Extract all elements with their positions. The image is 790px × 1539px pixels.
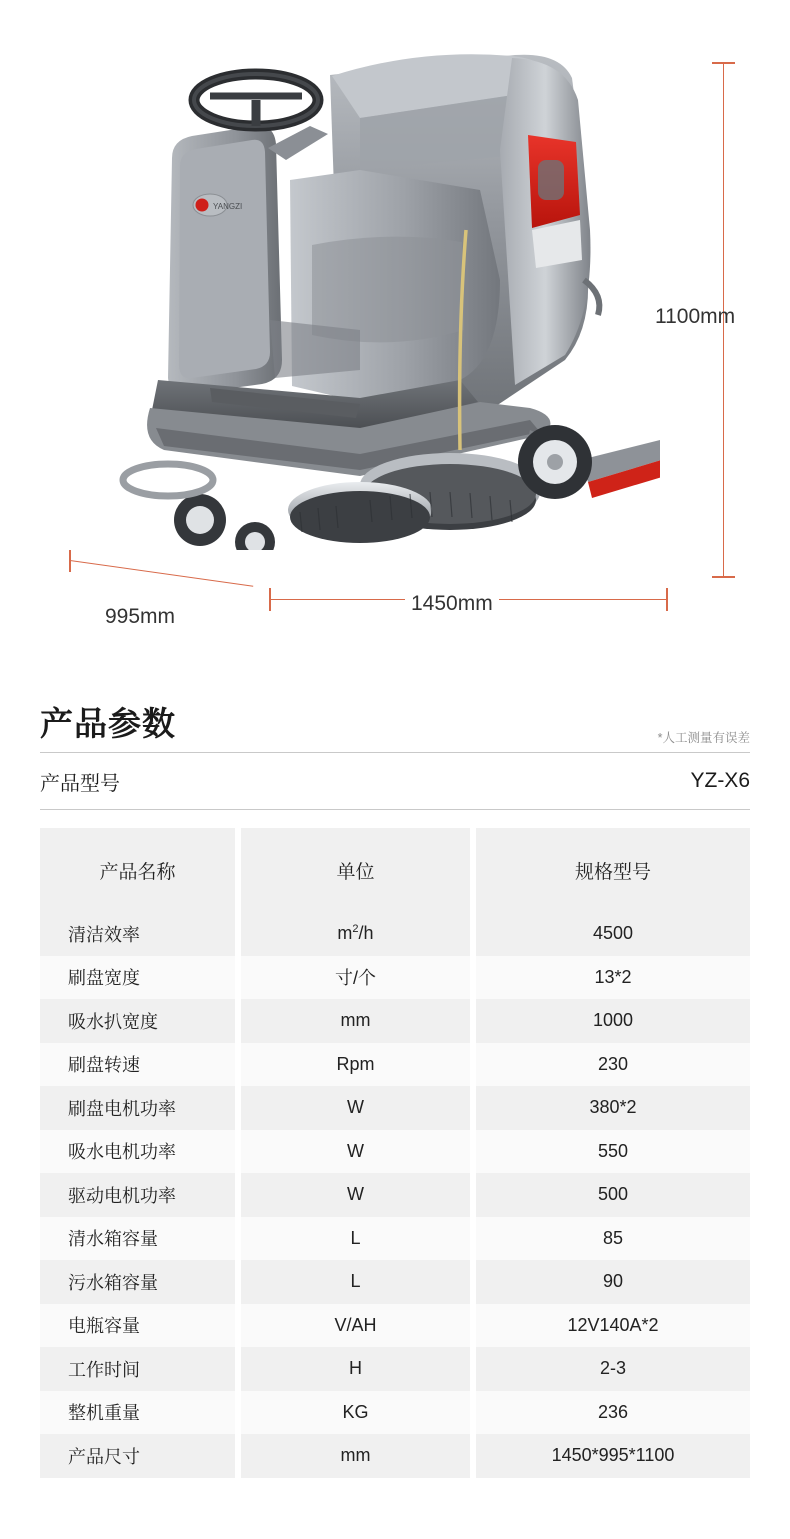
column-header-name: 产品名称: [40, 828, 238, 912]
width-dimension-cap-left: [69, 550, 71, 572]
svg-text:YANGZI: YANGZI: [213, 202, 243, 211]
cell-product-name: 工作时间: [40, 1347, 238, 1391]
cell-product-name: 产品尺寸: [40, 1434, 238, 1478]
cell-unit: mm: [238, 1434, 473, 1478]
cell-product-name: 污水箱容量: [40, 1260, 238, 1304]
cell-spec: 236: [473, 1391, 750, 1435]
page-title: 产品参数: [40, 705, 176, 742]
cell-spec: 13*2: [473, 956, 750, 1000]
cell-product-name: 吸水电机功率: [40, 1130, 238, 1174]
table-row: [40, 956, 750, 1000]
height-dimension-cap-top: [712, 62, 735, 64]
cell-spec: 85: [473, 1217, 750, 1261]
cell-unit: W: [238, 1173, 473, 1217]
cell-product-name: 电瓶容量: [40, 1304, 238, 1348]
width-dimension-label: 995mm: [105, 605, 176, 628]
length-dimension-label: 1450mm: [405, 592, 499, 616]
specifications-table-body: [40, 912, 750, 1478]
product-hero: [0, 0, 790, 668]
cell-spec: 2-3: [473, 1347, 750, 1391]
table-row: [40, 912, 750, 956]
table-row: [40, 1260, 750, 1304]
cell-spec: 1000: [473, 999, 750, 1043]
cell-spec: 1450*995*1100: [473, 1434, 750, 1478]
height-dimension-cap-bottom: [712, 576, 735, 578]
cell-unit: L: [238, 1217, 473, 1261]
cell-unit: V/AH: [238, 1304, 473, 1348]
table-row: [40, 1217, 750, 1261]
table-row: [40, 1130, 750, 1174]
table-row: [40, 1434, 750, 1478]
cell-product-name: 刷盘宽度: [40, 956, 238, 1000]
cell-spec: 90: [473, 1260, 750, 1304]
cell-product-name: 刷盘转速: [40, 1043, 238, 1087]
model-row: [40, 753, 750, 810]
product-parameters-section: [0, 690, 790, 1478]
table-row: [40, 1173, 750, 1217]
cell-unit: H: [238, 1347, 473, 1391]
length-dimension-cap-left: [269, 588, 271, 611]
cell-unit: W: [238, 1130, 473, 1174]
table-row: [40, 1304, 750, 1348]
cell-unit: mm: [238, 999, 473, 1043]
cell-product-name: 清洁效率: [40, 912, 238, 956]
scrubber-illustration: [60, 30, 660, 550]
table-row: [40, 1391, 750, 1435]
cell-spec: 500: [473, 1173, 750, 1217]
height-dimension-label: 1100mm: [655, 305, 736, 328]
cell-unit: Rpm: [238, 1043, 473, 1087]
measurement-note: *人工测量有误差: [657, 731, 750, 745]
model-label: 产品型号: [40, 772, 120, 795]
cell-spec: 380*2: [473, 1086, 750, 1130]
cell-product-name: 整机重量: [40, 1391, 238, 1435]
cell-product-name: 吸水扒宽度: [40, 999, 238, 1043]
specifications-table: [40, 828, 750, 1478]
table-row: [40, 1043, 750, 1087]
cell-unit: 寸/个: [238, 956, 473, 1000]
width-dimension-line: [70, 560, 253, 587]
cell-product-name: 刷盘电机功率: [40, 1086, 238, 1130]
model-value: YZ-X6: [690, 769, 750, 792]
cell-product-name: 驱动电机功率: [40, 1173, 238, 1217]
cell-spec: 230: [473, 1043, 750, 1087]
cell-unit: $m^2/h$: [238, 912, 473, 956]
column-header-spec: 规格型号: [473, 828, 750, 912]
cell-spec: 550: [473, 1130, 750, 1174]
column-header-unit: 单位: [238, 828, 473, 912]
table-row: [40, 999, 750, 1043]
cell-spec: 4500: [473, 912, 750, 956]
table-header-row: [40, 828, 750, 912]
table-row: [40, 1347, 750, 1391]
cell-unit: KG: [238, 1391, 473, 1435]
cell-product-name: 清水箱容量: [40, 1217, 238, 1261]
cell-unit: W: [238, 1086, 473, 1130]
product-image-ride-on-scrubber: [60, 30, 660, 550]
length-dimension-cap-right: [666, 588, 668, 611]
parameters-header: [40, 690, 750, 752]
table-row: [40, 1086, 750, 1130]
cell-unit: L: [238, 1260, 473, 1304]
cell-spec: 12V140A*2: [473, 1304, 750, 1348]
